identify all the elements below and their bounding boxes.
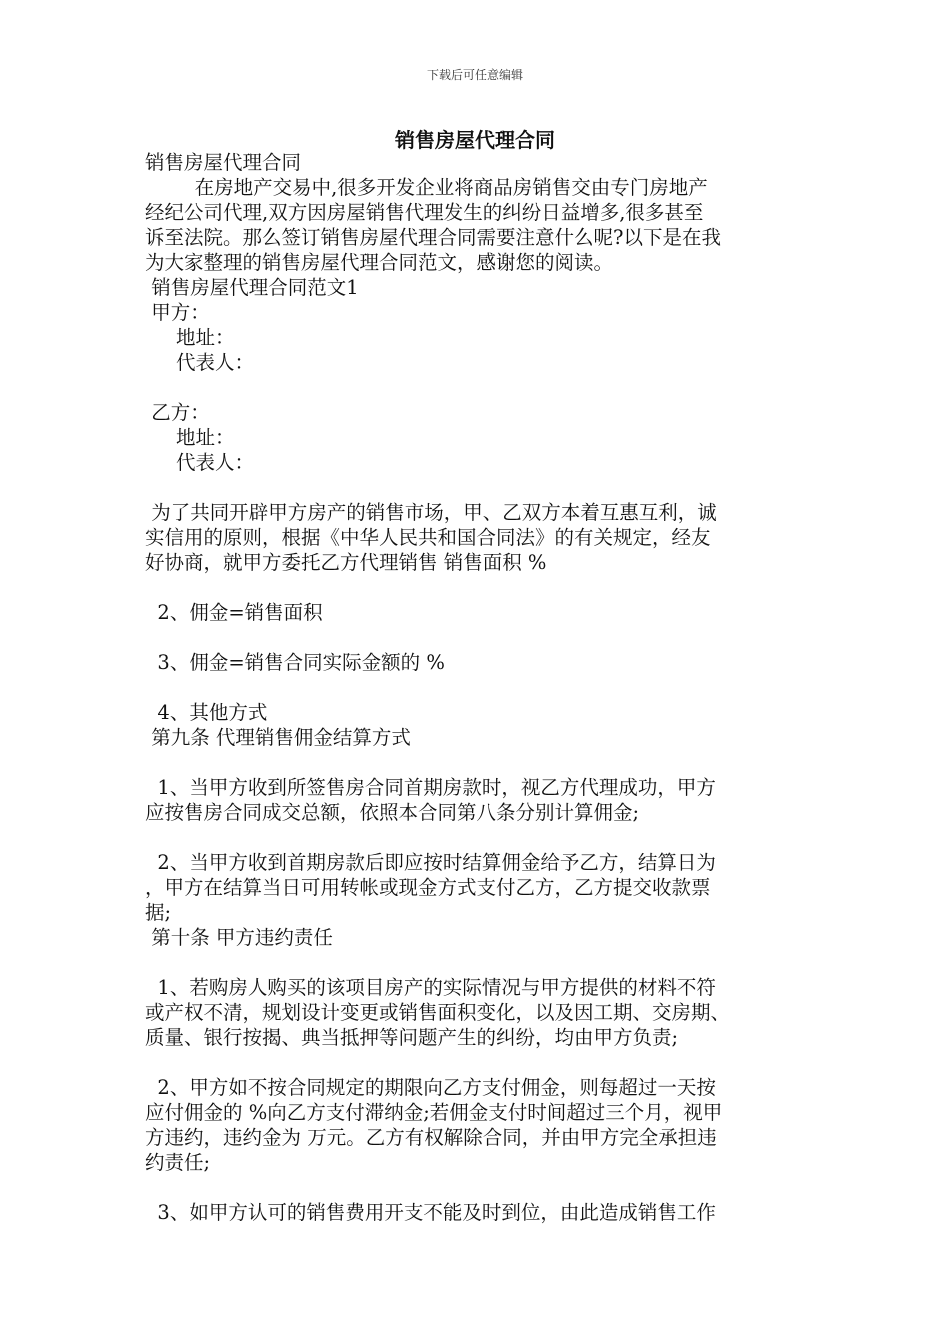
intro-line: 经纪公司代理,双方因房屋销售代理发生的纠纷日益增多,很多甚至 [145, 201, 704, 224]
clause-line: 1、当甲方收到所签售房合同首期房款时，视乙方代理成功，甲方 [145, 776, 716, 799]
blank-line [145, 825, 807, 850]
blank-line [145, 625, 807, 650]
blank-line [145, 1175, 807, 1200]
clause-line: 据; [145, 901, 172, 924]
clause-line: 应付佣金的 %向乙方支付滞纳金;若佣金支付时间超过三个月，视甲 [145, 1101, 723, 1124]
clause-line: 3、如甲方认可的销售费用开支不能及时到位，由此造成销售工作 [145, 1201, 716, 1224]
preamble-line: 好协商，就甲方委托乙方代理销售 销售面积 % [145, 551, 547, 574]
party-b-representative: 代表人： [145, 451, 255, 474]
commission-item: 3、佣金=销售合同实际金额的 % [145, 651, 445, 674]
clause-line: 2、当甲方收到首期房款后即应按时结算佣金给予乙方，结算日为 [145, 851, 716, 874]
article-heading: 第九条 代理销售佣金结算方式 [145, 726, 411, 749]
blank-line [145, 750, 807, 775]
clause-line: 质量、银行按揭、典当抵押等问题产生的纠纷，均由甲方负责; [145, 1026, 679, 1049]
clause-line: 应按售房合同成交总额，依照本合同第八条分别计算佣金; [145, 801, 640, 824]
commission-item: 4、其他方式 [145, 701, 268, 724]
blank-line [145, 575, 807, 600]
clause-line: 约责任; [145, 1151, 211, 1174]
article-heading: 第十条 甲方违约责任 [145, 926, 333, 949]
document-body [145, 150, 807, 1225]
commission-item: 2、佣金=销售面积 [145, 601, 323, 624]
intro-line: 诉至法院。那么签订销售房屋代理合同需要注意什么呢?以下是在我 [145, 226, 721, 249]
sample-heading: 销售房屋代理合同范文1 [145, 276, 359, 299]
intro-line: 在房地产交易中,很多开发企业将商品房销售交由专门房地产 [145, 176, 708, 199]
party-a-address: 地址： [145, 326, 235, 349]
blank-line [145, 1050, 807, 1075]
blank-line [145, 475, 807, 500]
intro-line: 为大家整理的销售房屋代理合同范文，感谢您的阅读。 [145, 251, 614, 274]
clause-line: 方违约，违约金为 万元。乙方有权解除合同，并由甲方完全承担违 [145, 1126, 717, 1149]
party-a-label: 甲方： [145, 301, 210, 324]
blank-line [145, 950, 807, 975]
preamble-line: 实信用的原则，根据《中华人民共和国合同法》的有关规定，经友 [145, 526, 711, 549]
header-note: 下载后可任意编辑 [426, 68, 523, 82]
blank-line [145, 375, 807, 400]
subtitle-line: 销售房屋代理合同 [145, 151, 302, 174]
clause-line: ，甲方在结算当日可用转帐或现金方式支付乙方，乙方提交收款票 [145, 876, 711, 899]
preamble-line: 为了共同开辟甲方房产的销售市场，甲、乙双方本着互惠互利，诚 [145, 501, 717, 524]
blank-line [145, 675, 807, 700]
clause-line: 1、若购房人购买的该项目房产的实际情况与甲方提供的材料不符 [145, 976, 716, 999]
party-b-label: 乙方： [145, 401, 210, 424]
document-title: 销售房屋代理合同 [395, 128, 555, 152]
clause-line: 或产权不清，规划设计变更或销售面积变化，以及因工期、交房期、 [145, 1001, 731, 1024]
party-b-address: 地址： [145, 426, 235, 449]
party-a-representative: 代表人： [145, 351, 255, 374]
clause-line: 2、甲方如不按合同规定的期限向乙方支付佣金，则每超过一天按 [145, 1076, 716, 1099]
